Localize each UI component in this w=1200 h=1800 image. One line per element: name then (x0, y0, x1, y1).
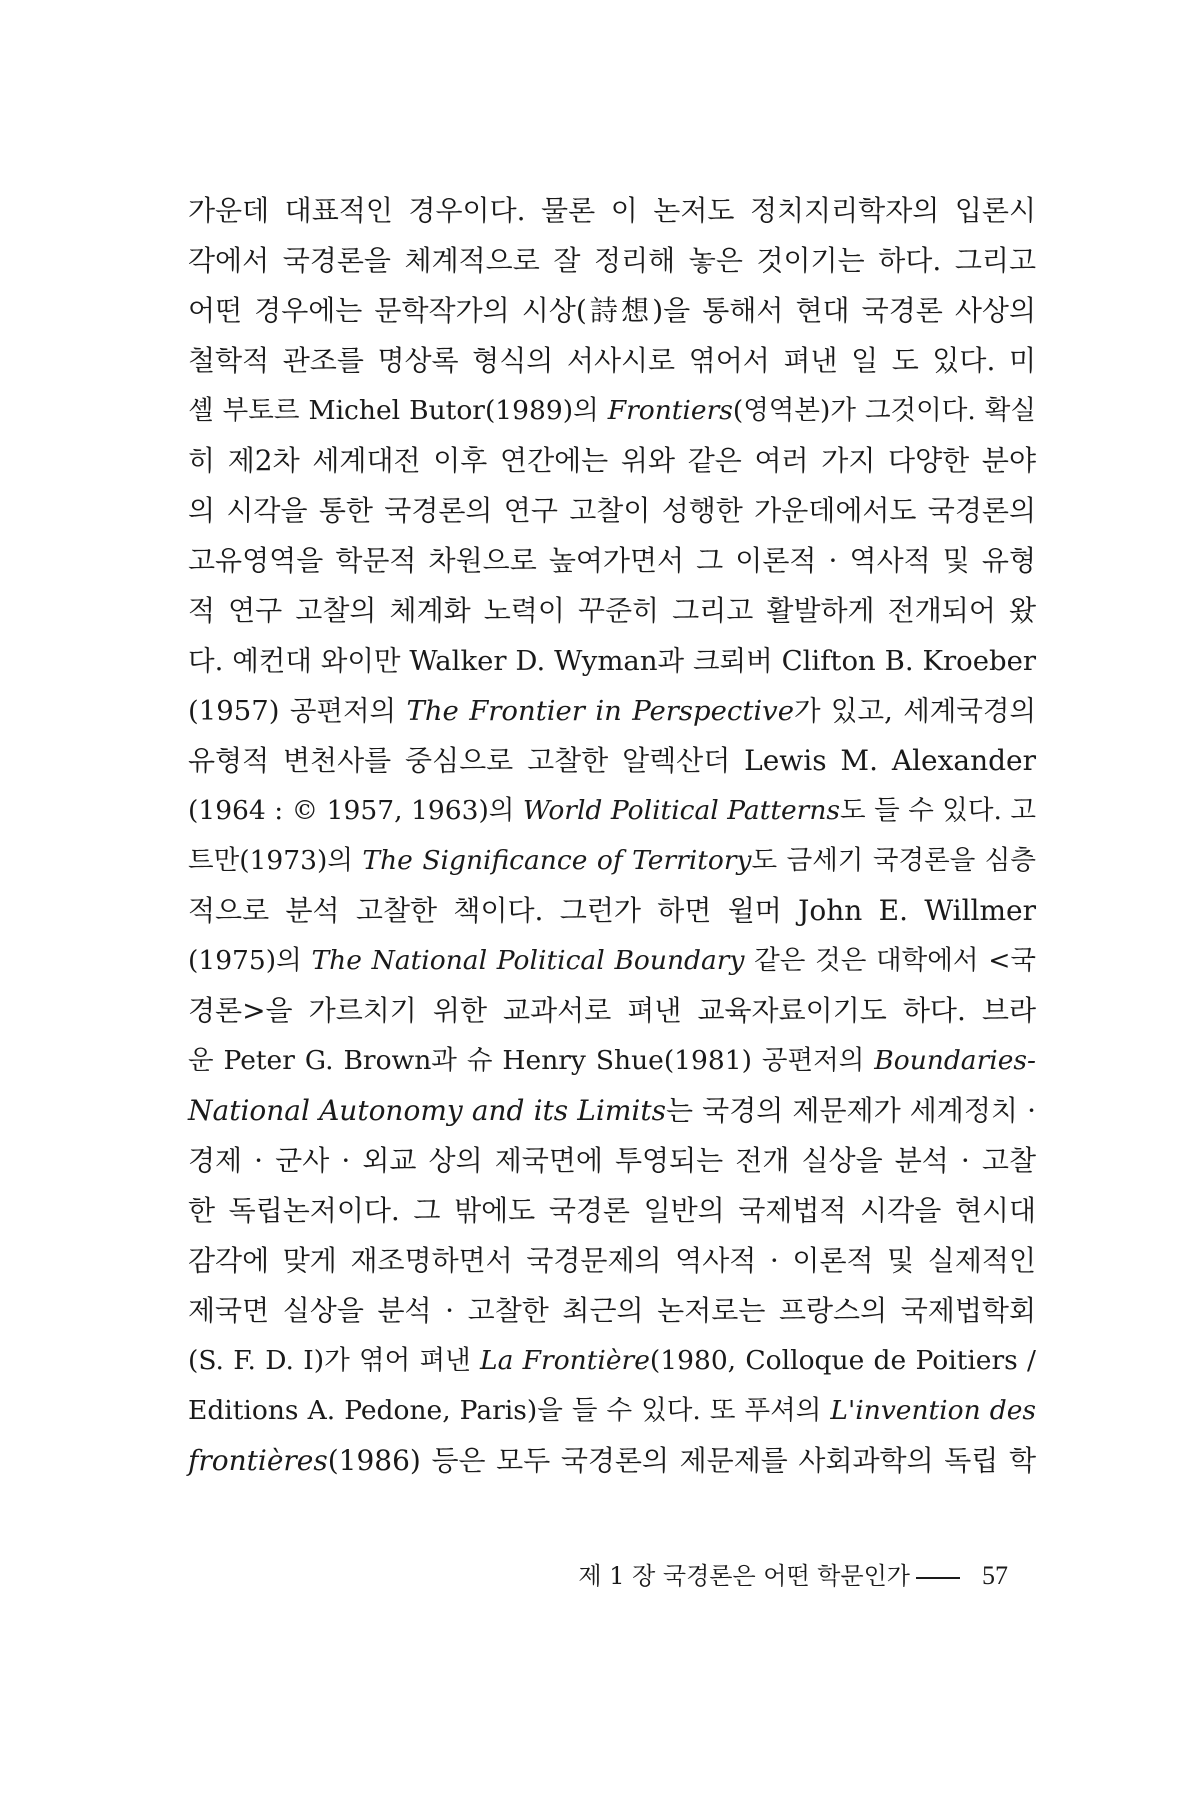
text-line (188, 736, 1036, 786)
text-line (188, 486, 1036, 536)
footer-dash (916, 1577, 960, 1579)
text-line (188, 1436, 1036, 1486)
italic-title: L'invention des (830, 1395, 1036, 1426)
text-segment: 는 국경의 제문제가 세계정치 · (665, 1094, 1036, 1127)
text-segment: 다. 예컨대 와이만 Walker D. Wyman과 크뢰버 Clifton B. Kroeber (188, 645, 1036, 677)
text-line (188, 986, 1036, 1036)
italic-title: World Political Patterns (522, 795, 841, 826)
text-segment: (1980, Colloque de Poitiers / (649, 1345, 1036, 1376)
text-segment: 의 시각을 통한 국경론의 연구 고찰이 성행한 가운데에서도 국경론의 (188, 494, 1036, 527)
text-segment: 가운데 대표적인 경우이다. 물론 이 논저도 정치지리학자의 입론시 (188, 194, 1036, 227)
text-line (188, 286, 1036, 336)
text-segment: 어떤 경우에는 문학작가의 시상(詩想)을 통해서 현대 국경론 사상의 (188, 294, 1036, 327)
italic-title: The National Political Boundary (311, 945, 745, 976)
text-line (188, 686, 1036, 736)
text-line (188, 1386, 1036, 1436)
text-line (188, 236, 1036, 286)
text-line (188, 1036, 1036, 1086)
text-line (188, 436, 1036, 486)
text-segment: (1986) 등은 모두 국경론의 제문제를 사회과학의 독립 학 (327, 1444, 1036, 1477)
text-segment: 철학적 관조를 명상록 형식의 서사시로 엮어서 펴낸 일 도 있다. 미 (188, 344, 1036, 377)
text-segment: 셸 부토르 Michel Butor(1989)의 (188, 395, 608, 426)
text-line (188, 186, 1036, 236)
text-segment: (영역본)가 그것이다. 확실 (732, 395, 1036, 426)
text-segment: 히 제2차 세계대전 이후 연간에는 위와 같은 여러 가지 다양한 분야 (188, 444, 1036, 477)
text-segment: 제국면 실상을 분석 · 고찰한 최근의 논저로는 프랑스의 국제법학회 (188, 1294, 1036, 1327)
text-segment: 적으로 분석 고찰한 책이다. 그런가 하면 윌머 John E. Willmer (188, 894, 1036, 927)
text-line (188, 1086, 1036, 1136)
text-line (188, 1286, 1036, 1336)
text-segment: 한 독립논저이다. 그 밖에도 국경론 일반의 국제법적 시각을 현시대 (188, 1194, 1036, 1227)
text-line (188, 836, 1036, 886)
text-segment: 같은 것은 대학에서 <국 (744, 945, 1037, 976)
italic-title: The Significance of Territory (362, 845, 752, 876)
text-line (188, 386, 1036, 436)
page-number: 57 (982, 1561, 1008, 1590)
italic-title: The Frontier in Perspective (406, 695, 794, 727)
running-footer (188, 1556, 1008, 1591)
italic-title: La Frontière (479, 1345, 650, 1376)
italic-title: frontières (188, 1444, 328, 1477)
text-line (188, 936, 1036, 986)
text-segment: 경제 · 군사 · 외교 상의 제국면에 투영되는 전개 실상을 분석 · 고찰 (188, 1144, 1036, 1177)
text-segment: 도 들 수 있다. 고 (840, 795, 1036, 826)
text-line (188, 1236, 1036, 1286)
text-segment: (1964 : © 1957, 1963)의 (188, 795, 523, 826)
text-segment: 각에서 국경론을 체계적으로 잘 정리해 놓은 것이기는 하다. 그리고 (188, 244, 1036, 277)
text-segment: 도 금세기 국경론을 심층 (751, 845, 1037, 876)
text-line (188, 1336, 1036, 1386)
text-line (188, 586, 1036, 636)
text-line (188, 1186, 1036, 1236)
text-segment: 적 연구 고찰의 체계화 노력이 꾸준히 그리고 활발하게 전개되어 왔 (188, 594, 1036, 627)
text-segment: (1957) 공편저의 (188, 695, 407, 727)
text-segment: (1975)의 (188, 945, 312, 976)
text-segment: 감각에 맞게 재조명하면서 국경문제의 역사적 · 이론적 및 실제적인 (188, 1244, 1036, 1277)
text-segment: 가 있고, 세계국경의 (793, 695, 1037, 727)
text-line (188, 536, 1036, 586)
italic-title: Frontiers (607, 395, 733, 426)
text-segment: (S. F. D. I)가 엮어 펴낸 (188, 1345, 480, 1376)
text-segment: 고유영역을 학문적 차원으로 높여가면서 그 이론적 · 역사적 및 유형 (188, 544, 1036, 577)
text-segment: 트만(1973)의 (188, 845, 363, 876)
text-segment: 유형적 변천사를 중심으로 고찰한 알렉산더 Lewis M. Alexander (188, 744, 1036, 777)
text-line (188, 636, 1036, 686)
text-line (188, 336, 1036, 386)
italic-title: Boundaries- (874, 1045, 1036, 1076)
text-segment: Editions A. Pedone, Paris)을 들 수 있다. 또 푸셔의 (188, 1395, 831, 1426)
text-segment: 운 Peter G. Brown과 슈 Henry Shue(1981) 공편저의 (188, 1045, 875, 1076)
text-line (188, 1136, 1036, 1186)
text-line (188, 886, 1036, 936)
text-line (188, 786, 1036, 836)
italic-title: National Autonomy and its Limits (188, 1094, 666, 1127)
body-text (188, 186, 1036, 1486)
chapter-title: 제 1 장 국경론은 어떤 학문인가 (578, 1562, 910, 1590)
text-segment: 경론>을 가르치기 위한 교과서로 펴낸 교육자료이기도 하다. 브라 (188, 994, 1036, 1027)
